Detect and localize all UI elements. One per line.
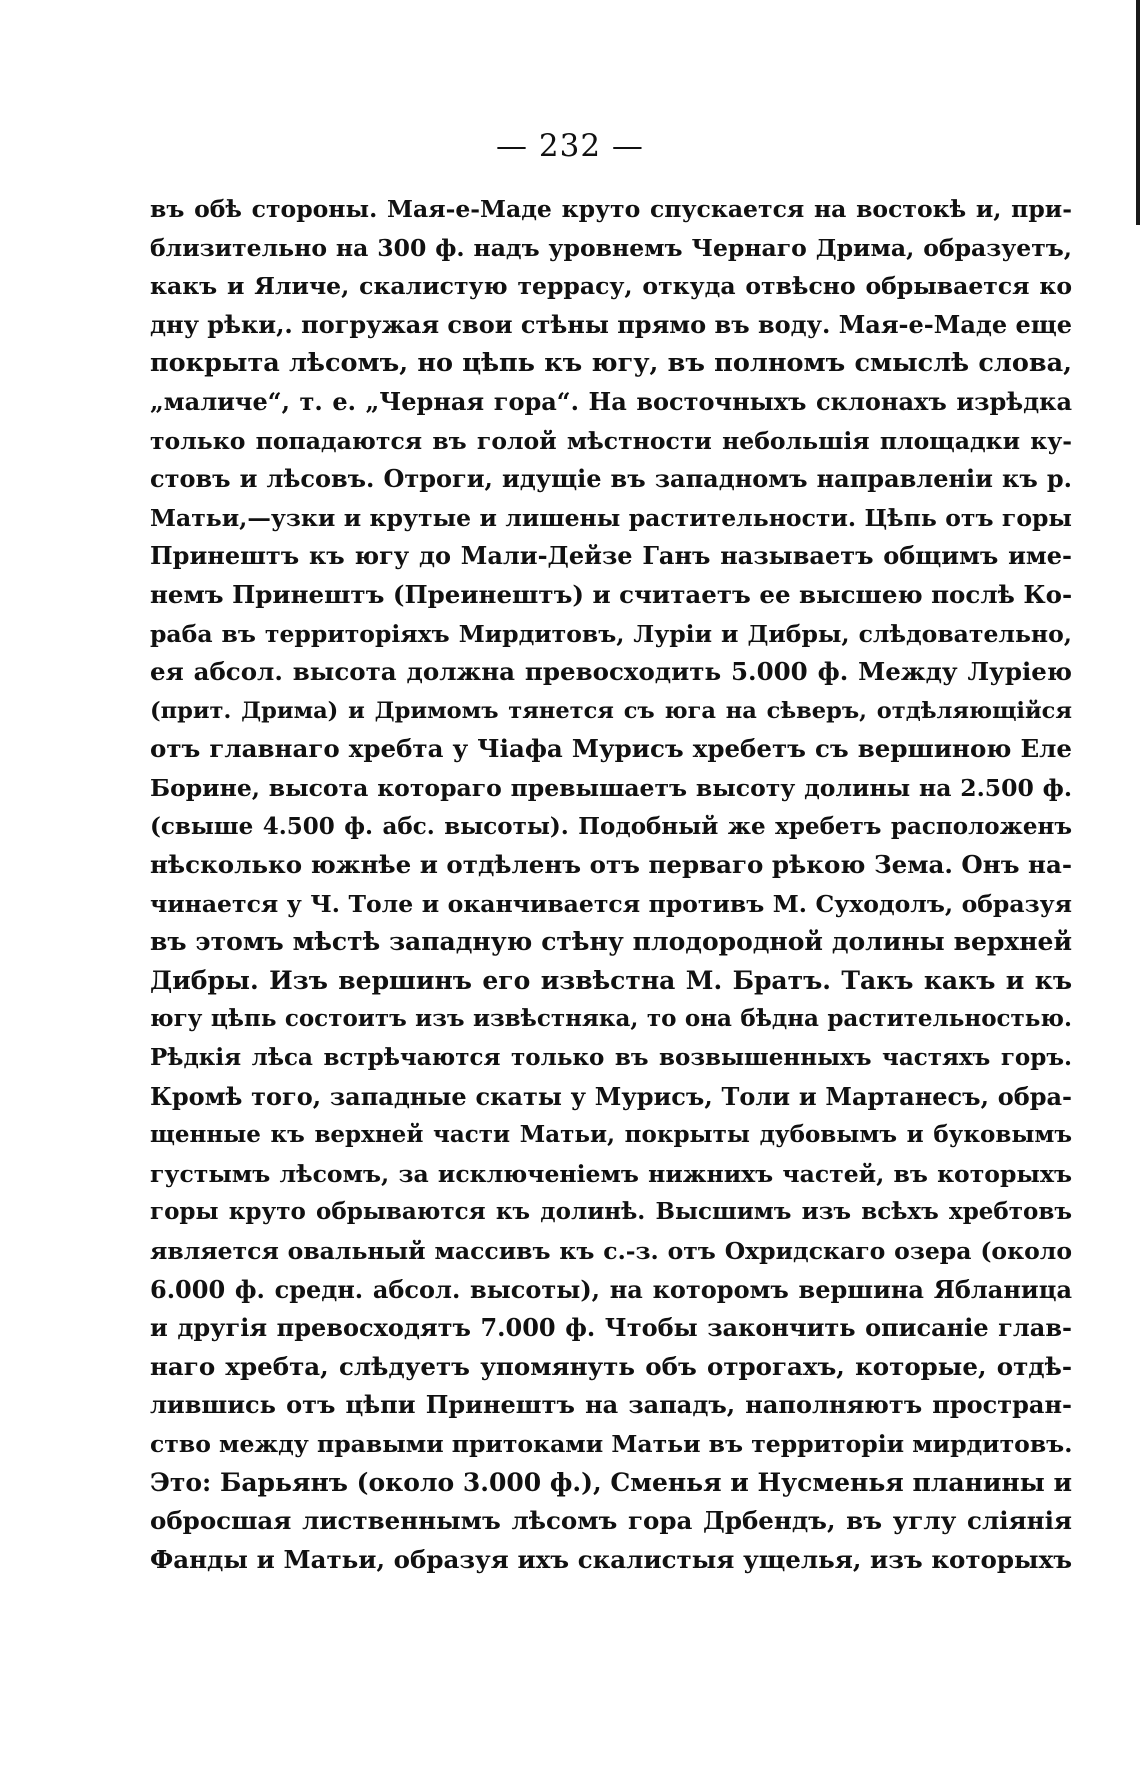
text-line: чинается у Ч. Толе и оканчивается противъ М. Суходолъ, образуя [150, 889, 1072, 918]
text-line: покрыта лѣсомъ, но цѣпь къ югу, въ полномъ смыслѣ слова, [150, 348, 1072, 379]
text-line: 6.000 ф. средн. абсол. высоты), на которомъ вершина Ябланица [150, 1274, 1072, 1304]
text-line: въ этомъ мѣстѣ западную стѣну плодородной долины верхней [150, 927, 1072, 957]
text-line: щенные къ верхней части Матьи, покрыты дубовымъ и буковымъ [150, 1121, 1072, 1149]
text-line: „маличе“, т. е. „Черная гора“. На восточныхъ склонахъ изрѣдка [150, 386, 1072, 416]
text-line: Матьи,—узки и крутые и лишены растительности. Цѣпь отъ горы [150, 503, 1072, 532]
text-line: югу цѣпь состоитъ изъ извѣстняка, то она бѣдна растительностью. [150, 1005, 1072, 1033]
text-line: въ обѣ стороны. Мая-е-Маде круто спускается на востокѣ и, при- [150, 195, 1072, 223]
text-line: наго хребта, слѣдуетъ упомянуть объ отрогахъ, которые, отдѣ- [150, 1351, 1072, 1381]
text-line: густымъ лѣсомъ, за исключеніемъ нижнихъ частей, въ которыхъ [150, 1159, 1072, 1188]
text-line: близительно на 300 ф. надъ уровнемъ Чернаго Дрима, образуетъ, [150, 233, 1072, 262]
text-line: Кромѣ того, западные скаты у Мурисъ, Толи и Мартанесъ, обра- [150, 1081, 1072, 1111]
text-line: (прит. Дрима) и Дримомъ тянется съ юга на сѣверъ, отдѣляющійся [150, 697, 1072, 724]
text-line: какъ и Яличе, скалистую террасу, откуда отвѣсно обрывается ко [150, 272, 1072, 301]
text-line: обросшая лиственнымъ лѣсомъ гора Дрбендъ, въ углу сліянія [150, 1506, 1072, 1536]
text-line: нѣсколько южнѣе и отдѣленъ отъ перваго рѣкою Зема. Онъ на- [150, 850, 1072, 880]
text-line: раба въ территоріяхъ Мирдитовъ, Луріи и Дибры, слѣдовательно, [150, 619, 1072, 648]
text-line: Фанды и Матьи, образуя ихъ скалистыя ущелья, изъ которыхъ [150, 1544, 1072, 1574]
text-line: немъ Принештъ (Преинештъ) и считаетъ ее высшею послѣ Ко- [150, 579, 1073, 609]
text-line: Это: Барьянъ (около 3.000 ф.), Сменья и Нусменья планины и [150, 1467, 1073, 1497]
body-text [150, 190, 1072, 1579]
text-line: дну рѣки,. погружая свои стѣны прямо въ воду. Мая-е-Маде еще [150, 309, 1072, 339]
text-line: горы круто обрываются къ долинѣ. Высшимъ изъ всѣхъ хребтовъ [150, 1198, 1072, 1226]
text-line: лившись отъ цѣпи Принештъ на западъ, наполняютъ простран- [150, 1390, 1072, 1420]
text-line: Рѣдкія лѣса встрѣчаются только въ возвышенныхъ частяхъ горъ. [150, 1044, 1072, 1072]
text-line: (свыше 4.500 ф. абс. высоты). Подобный же хребетъ расположенъ [150, 812, 1072, 840]
text-line: Дибры. Изъ вершинъ его извѣстна М. Братъ. Такъ какъ и къ [150, 965, 1072, 995]
page-edge-shadow [1136, 0, 1140, 225]
text-line: стовъ и лѣсовъ. Отроги, идущіе въ западномъ направленіи къ р. [150, 464, 1072, 494]
text-line: Борине, высота котораго превышаетъ высоту долины на 2.500 ф. [150, 773, 1072, 802]
text-line: ея абсол. высота должна превосходить 5.000 ф. Между Луріею [150, 657, 1072, 687]
page-number: — 232 — [496, 128, 644, 164]
text-line: является овальный массивъ къ с.-з. отъ Охридскаго озера (около [150, 1237, 1072, 1266]
text-line: только попадаются въ голой мѣстности небольшія площадки ку- [150, 426, 1072, 455]
text-line: Принештъ къ югу до Мали-Дейзе Ганъ называетъ общимъ име- [150, 541, 1072, 571]
text-line: ство между правыми притоками Матьи въ территоріи мирдитовъ. [150, 1430, 1073, 1458]
text-line: отъ главнаго хребта у Чіафа Мурисъ хребетъ съ вершиною Еле [150, 734, 1072, 764]
text-line: и другія превосходятъ 7.000 ф. Чтобы закончить описаніе глав- [150, 1313, 1072, 1343]
